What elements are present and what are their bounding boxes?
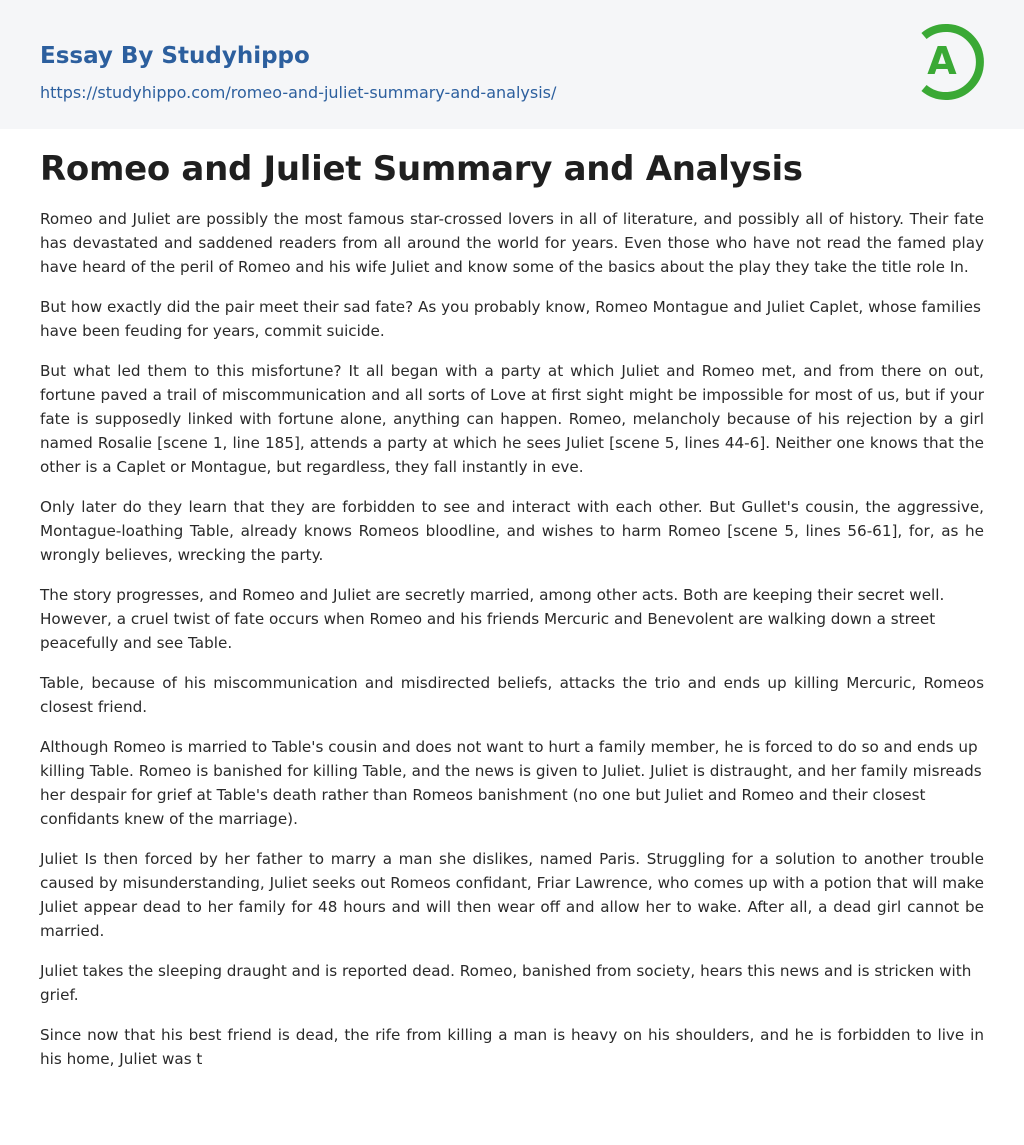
paragraph-3: But what led them to this misfortune? It all began with a party at which Juliet and Romeo met, and from there on out, fortune paved a trail of miscommunication and all sorts of Love at first sight might be impossible for most of us, but if your fate is supposedly linked with fortune alone, anything can happen. Romeo, melancholy because of his rejection by a girl named Rosalie [scene 1, line 185], attends a party at which he sees Juliet [scene 5, lines 44-6]. Neither one knows that the other is a Caplet or Montague, but regardless, they fall instantly in eve. [40,362,984,476]
site-header [0,0,1024,129]
essay-url-link[interactable]: https://studyhippo.com/romeo-and-juliet-summary-and-analysis/ [40,83,557,102]
paragraph-10: Since now that his best friend is dead, the rife from killing a man is heavy on his shoulders, and he is forbidden to live in his home, Juliet was t [40,1026,984,1068]
paragraph-1: Romeo and Juliet are possibly the most famous star-crossed lovers in all of literature, and possibly all of history. Their fate has devastated and saddened readers from all around the world for years. Even those who have not read the famed play have heard of the peril of Romeo and his wife Juliet and know some of the basics about the play they take the title role In. [40,210,984,276]
paragraph-6: Table, because of his miscommunication and misdirected beliefs, attacks the trio and ends up killing Mercuric, Romeos closest friend. [40,674,984,716]
paragraph-5: The story progresses, and Romeo and Juliet are secretly married, among other acts. Both are keeping their secret well. However, a cruel twist of fate occurs when Romeo and his friends Mercuric and Benevolent are walking down a street peacefully and see Table. [40,586,945,652]
paragraph-4: Only later do they learn that they are forbidden to see and interact with each other. But Gullet's cousin, the aggressive, Montague-loathing Table, already knows Romeos bloodline, and wishes to harm Romeo [scene 5, lines 56-61], for, as he wrongly believes, wrecking the party. [40,498,984,564]
studyhippo-logo-icon[interactable] [914,18,986,106]
paragraph-7: Although Romeo is married to Table's cousin and does not want to hurt a family member, he is forced to do so and ends up killing Table. Romeo is banished for killing Table, and the news is given to Juliet. Juliet is distraught, and her family misreads her despair for grief at Table's death rather than Romeos banishment (no one but Juliet and Romeo and their closest confidants knew of the marriage). [40,738,982,828]
page-title: Romeo and Juliet Summary and Analysis [40,149,803,189]
logo-letter: A [927,39,957,83]
paragraph-8: Juliet Is then forced by her father to marry a man she dislikes, named Paris. Struggling for a solution to another trouble caused by misunderstanding, Juliet seeks out Romeos confidant, Friar Lawrence, who comes up with a potion that will make Juliet appear dead to her family for 48 hours and will then wear off and allow her to wake. After all, a dead girl cannot be married. [40,850,984,940]
site-brand[interactable]: Essay By Studyhippo [40,43,310,69]
paragraph-9: Juliet takes the sleeping draught and is reported dead. Romeo, banished from society, hears this news and is stricken with grief. [40,962,972,1004]
article [0,149,1024,1071]
paragraph-2: But how exactly did the pair meet their sad fate? As you probably know, Romeo Montague and Juliet Caplet, whose families have been feuding for years, commit suicide. [40,298,981,340]
